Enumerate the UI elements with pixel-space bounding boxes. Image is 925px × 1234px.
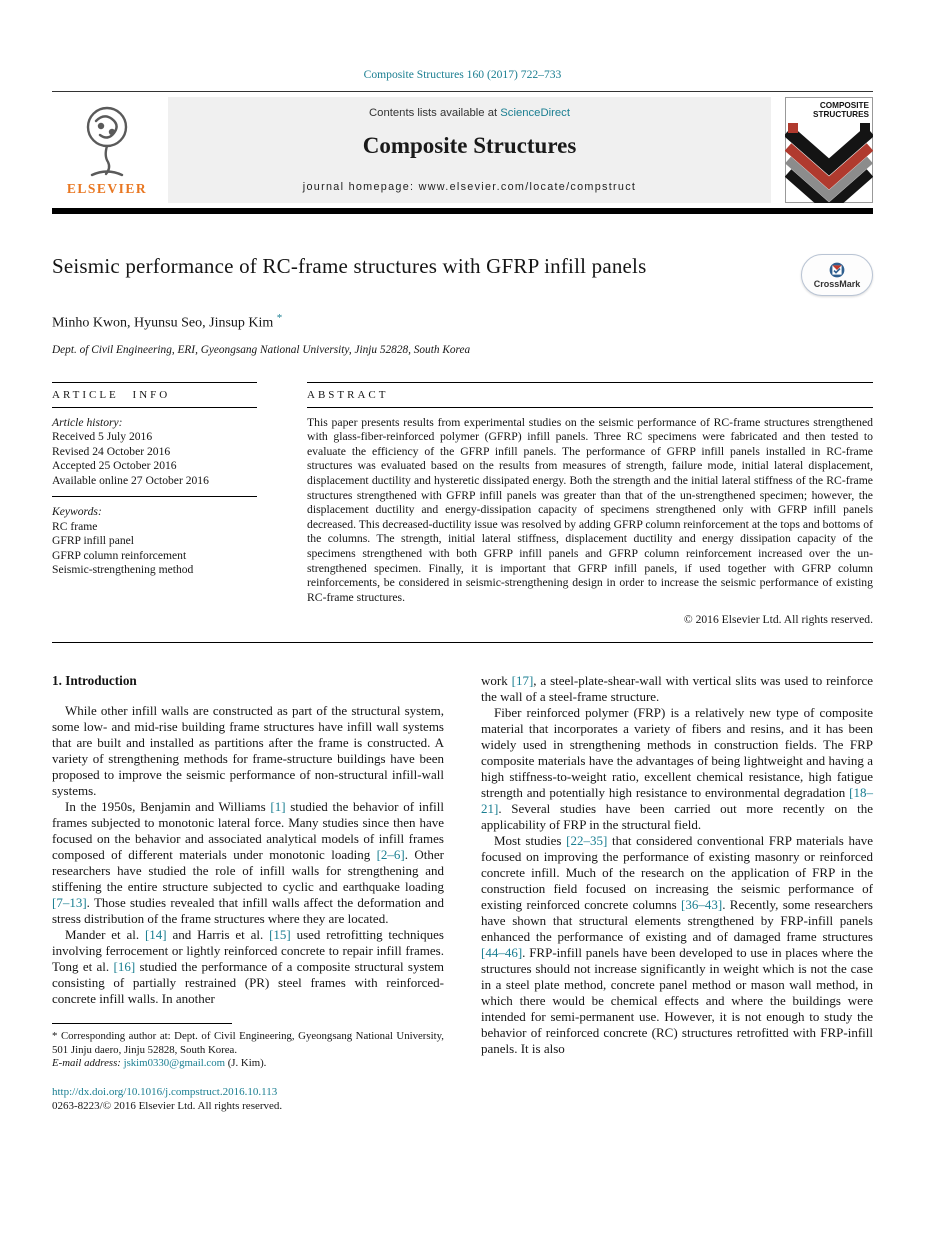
journal-cover-image [785,97,873,203]
body-paragraph: Mander et al. [14] and Harris et al. [15] used retrofitting techniques involving ferrocement or lightly reinforced concrete to repair infill frames. Tong et al. [16] studied the performance of a composite structural system consisting of partially restrained (PR) steel frames with reinforced-concrete infill walls. In another [52,927,444,1007]
email-link[interactable]: jskim0330@gmail.com [123,1057,225,1070]
citation-link[interactable]: [14] [144,927,167,943]
journal-homepage-link[interactable]: journal homepage: www.elsevier.com/locate/compstruct [302,181,637,193]
citation-link[interactable]: [7–13] [52,895,87,911]
email-line [52,1057,444,1070]
journal-title: Composite Structures [362,133,577,158]
keywords-label: Keywords: [52,505,102,519]
divider [52,496,257,497]
citation-link[interactable]: [44–46] [481,945,523,961]
author-line [52,312,873,332]
body-paragraph: work [17], a steel-plate-shear-wall with vertical slits was used to reinforce the wall of a steel-frame structure. [481,673,873,705]
divider [52,642,873,643]
doi-link[interactable]: http://dx.doi.org/10.1016/j.compstruct.2016.10.113 [52,1085,278,1098]
meta-section [52,382,873,627]
body-paragraph: While other infill walls are constructed as part of the structural system, some low- and mid-rise building frame structures have infill wall systems that are built and installed as partitions after the frame is constructed. A variety of strengthening methods for frame-structure buildings have been proposed to improve the seismic performance of non-structural infill-wall systems. [52,703,444,799]
keywords-block [52,505,257,578]
divider [52,91,873,92]
crossmark-badge[interactable] [801,254,873,296]
author-names: Minho Kwon, Hyunsu Seo, Jinsup Kim [52,315,274,331]
citation-link[interactable]: [16] [113,959,136,975]
journal-citation [52,0,873,81]
citation-link[interactable]: [17] [511,673,534,689]
article-body [52,673,873,1112]
abstract-copyright: © 2016 Elsevier Ltd. All rights reserved. [683,613,873,627]
svg-text:COMPOSITE: COMPOSITE [819,101,869,110]
citation-link[interactable]: [18–21] [481,785,873,817]
crossmark-icon [829,262,845,278]
history-item: Available online 27 October 2016 [52,473,209,487]
footnote-rule [52,1023,232,1024]
journal-cover [785,97,873,203]
email-label: E-mail address: [52,1057,121,1070]
elsevier-logo [52,97,162,203]
article-info-heading: ARTICLE INFO [52,388,171,401]
email-suffix: (J. Kim). [225,1057,267,1070]
history-item: Received 5 July 2016 [52,430,153,444]
affiliation: Dept. of Civil Engineering, ERI, Gyeongsang National University, Jinju 52828, South Korea [52,343,471,356]
article-history [52,416,257,489]
citation-link[interactable]: [36–43] [681,897,723,913]
body-column-right [481,673,873,1112]
corresponding-author-mark[interactable]: * [276,312,283,324]
journal-citation-link[interactable]: Composite Structures 160 (2017) 722–733 [363,68,562,81]
citation-link[interactable]: [2–6] [376,847,405,863]
body-column-left [52,673,444,1112]
sciencedirect-link[interactable]: ScienceDirect [500,107,570,119]
footnote-block [52,1023,444,1070]
body-paragraph: Most studies [22–35] that considered conventional FRP materials have focused on improving the performance of existing masonry or reinforced concrete infill. Much of the research on the application of FRP in the construction field focused on increasing the seismic performance of existing reinforced concrete columns [36–43]. Recently, some researchers have shown that structural elements strengthened by FRP-infill panels enhanced the performance of existing and of damaged frame structures [44–46]. FRP-infill panels have been developed to use in places where the structures should not increase significantly in weight which is not the case in a steel plate method, concrete panel method or mason wall method, in which there would be chemical effects and where the buildings were intended for semi-permanent use. However, it is not enough to study the behavior of reinforced concrete (RC) structures retrofitted with FRP-infill panels. It is also [481,833,873,1057]
journal-banner [168,97,771,203]
abstract-box [307,382,873,627]
elsevier-tree-icon [74,101,140,179]
issn-copyright: 0263-8223/© 2016 Elsevier Ltd. All rights reserved. [52,1099,283,1112]
journal-header [52,97,873,203]
doi-block [52,1085,444,1113]
citation-link[interactable]: [22–35] [566,833,608,849]
article-title: Seismic performance of RC-frame structures with GFRP infill panels [52,254,647,278]
abstract-text: This paper presents results from experimental studies on the seismic performance of RC-frame structures strengthened with glass-fiber-reinforced polymer (GFRP) infill panels. Three RC specimens were fabricated and then tested to evaluate the efficiency of the GFRP infill panels. The performance of GFRP infill panels installed in RC-frame structures was evaluated based on the results from measures of strength, failure mode, initial lateral displacement, displacement ductility and hysteretic dissipated energy. Both the strength and the initial lateral stiffness of the RC-frame structures strengthened with GFRP infill panels was greater than that of the un-strengthened specimen; however, the displacement ductility and energy-dissipation capacity of specimens strengthened only with GFRP infill panels decreased. This decreased-ductility issue was resolved by adding GFRP column reinforcement at the tops and bottoms of the columns. The strength, initial lateral stiffness, displacement ductility and energy dissipation capacity of the specimens strengthened with both GFRP infill panels and GFRP column reinforcement increased over the un-strengthened specimen. Finally, it is important that GFRP infill panels, if used together with GFRP column reinforcements, be considered in seismic-strengthening design in order to increase the seismic performance of existing RC-frame structures. [307,415,873,604]
abstract-heading: ABSTRACT [307,388,389,401]
history-item: Revised 24 October 2016 [52,444,171,458]
section-heading-introduction: 1. Introduction [52,673,137,689]
keyword-item: GFRP infill panel [52,534,135,548]
corresponding-author-note: * Corresponding author at: Dept. of Civil Engineering, Gyeongsang National University, 501 Jinju daero, Jinju 52828, South Korea. [52,1030,444,1056]
citation-link[interactable]: [1] [270,799,286,815]
contents-line-prefix: Contents lists available at [369,107,501,119]
title-row [52,254,873,296]
header-thick-rule [52,208,873,214]
history-item: Accepted 25 October 2016 [52,459,177,473]
divider [307,407,873,408]
divider [52,407,257,408]
contents-line [178,107,761,119]
keyword-item: Seismic-strengthening method [52,563,194,577]
keyword-item: RC frame [52,519,98,533]
keyword-item: GFRP column reinforcement [52,548,187,562]
article-info-box [52,382,257,627]
svg-text:STRUCTURES: STRUCTURES [813,110,869,119]
body-paragraph: Fiber reinforced polymer (FRP) is a relatively new type of composite material that incorporates a variety of fibers and resins, and it has been widely used in strengthening methods in construction fields. The FRP composite materials have the advantages of being lightweight and having a high stiffness-to-weight ratio, excellent chemical resistance, high fatigue strength and potentially high resistance to environmental degradation [18–21]. Several studies have been carried out more recently on the applicability of FRP in the structural field. [481,705,873,833]
article-history-label: Article history: [52,415,123,429]
citation-link[interactable]: [15] [269,927,291,943]
body-paragraph: In the 1950s, Benjamin and Williams [1] studied the behavior of infill frames subjected to monotonic lateral force. Many studies since then have focused on the behavior and associated analytical models of infill frames composed of different materials under monotonic loading [2–6]. Other researchers have studied the role of infill walls for strengthening and stiffening the entire structure subjected to cyclic and earthquake loading [7–13]. Those studies revealed that infill walls affect the deformation and stress distribution of the frame structures where they are located. [52,799,444,927]
crossmark-label: CrossMark [813,278,861,289]
elsevier-wordmark: ELSEVIER [66,181,148,196]
